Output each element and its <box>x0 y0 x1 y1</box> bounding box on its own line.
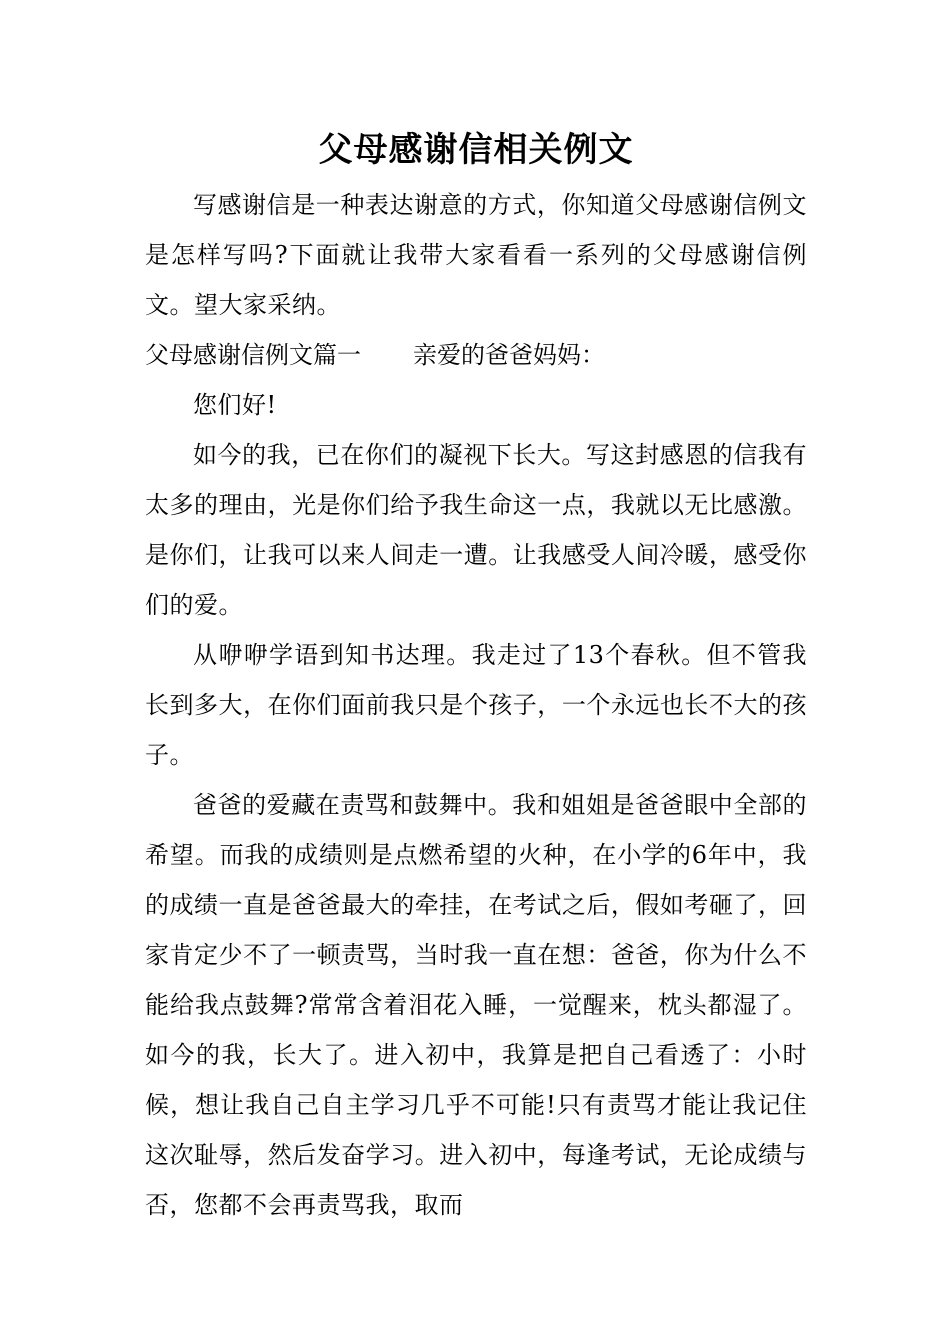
document-page <box>145 120 807 1230</box>
body-paragraph-3: 爸爸的爱藏在责骂和鼓舞中。我和姐姐是爸爸眼中全部的希望。而我的成绩则是点燃希望的火种，在小学的6年中，我的成绩一直是爸爸最大的牵挂，在考试之后，假如考砸了，回家肯定少不了一顿责骂，当时我一直在想：爸爸，你为什么不能给我点鼓舞?常常含着泪花入睡，一觉醒来，枕头都湿了。如今的我，长大了。进入初中，我算是把自己看透了：小时候，想让我自己自主学习几乎不可能!只有责骂才能让我记住这次耻辱，然后发奋学习。进入初中，每逢考试，无论成绩与否，您都不会再责骂我，取而 <box>145 791 807 1219</box>
section-heading-line <box>145 330 807 380</box>
document-title: 父母感谢信相关例文 <box>318 130 634 170</box>
salutation: 亲爱的爸爸妈妈： <box>413 341 605 369</box>
greeting: 您们好! <box>193 391 277 419</box>
body-paragraph-2: 从咿咿学语到知书达理。我走过了13个春秋。但不管我长到多大，在你们面前我只是个孩子，一个永远也长不大的孩子。 <box>145 641 807 769</box>
intro-paragraph: 写感谢信是一种表达谢意的方式，你知道父母感谢信例文是怎样写吗?下面就让我带大家看看一系列的父母感谢信例文。望大家采纳。 <box>145 191 807 319</box>
section-heading: 父母感谢信例文篇一 <box>145 341 361 369</box>
body-paragraph-1: 如今的我，已在你们的凝视下长大。写这封感恩的信我有太多的理由，光是你们给予我生命这一点，我就以无比感激。是你们，让我可以来人间走一遭。让我感受人间冷暖，感受你们的爱。 <box>145 441 807 619</box>
